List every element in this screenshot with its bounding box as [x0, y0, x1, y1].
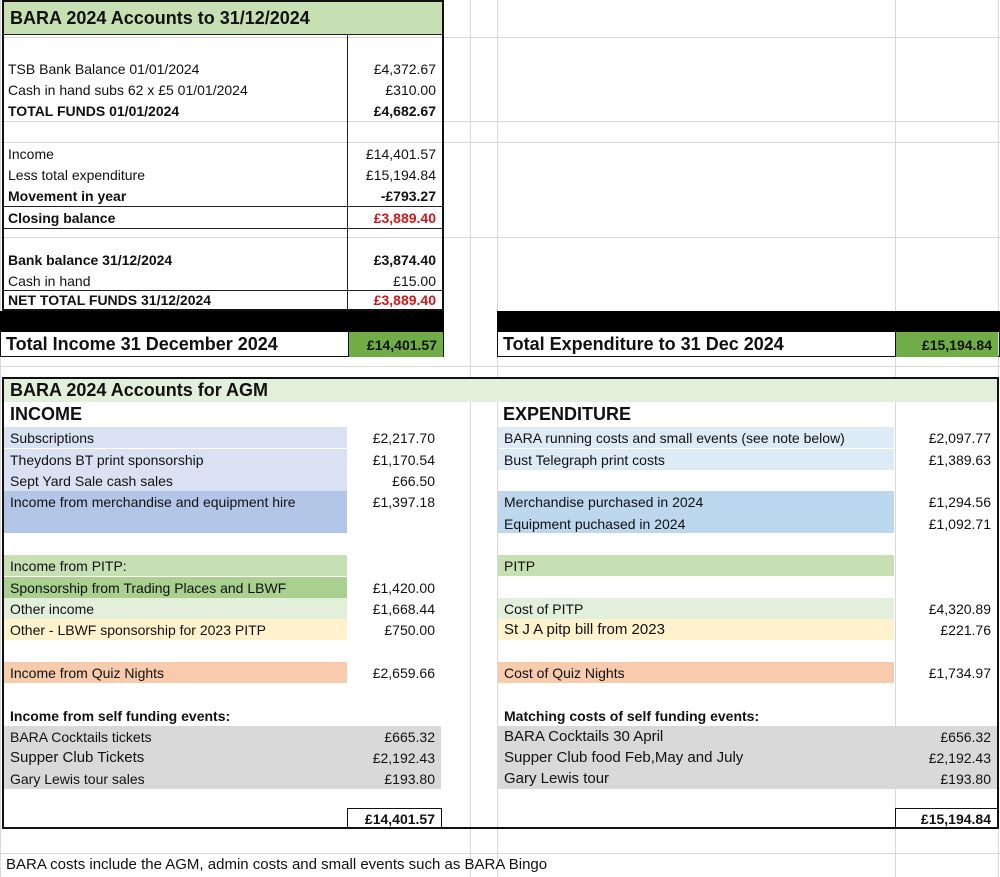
income-cocktails-label: BARA Cocktails tickets — [10, 728, 152, 745]
exp-agm-total: £15,194.84 — [920, 810, 991, 827]
income-gary-value: £193.80 — [384, 770, 435, 787]
footnote: BARA costs include the AGM, admin costs and small events such as BARA Bingo — [6, 855, 548, 873]
income-merchandise-value: £1,397.18 — [372, 493, 435, 510]
black-band-right — [497, 311, 1000, 332]
income-theydons-value: £1,170.54 — [372, 451, 435, 468]
total-income-label: Total Income 31 December 2024 — [6, 334, 278, 354]
exp-gary-label: Gary Lewis tour — [504, 770, 610, 787]
net-total-funds-value: £3,889.40 — [373, 292, 436, 308]
income-supper-label: Supper Club Tickets — [10, 749, 145, 766]
income-supper-value: £2,192.43 — [372, 749, 435, 766]
income-cocktails-value: £665.32 — [384, 728, 435, 745]
income-subscriptions-label: Subscriptions — [4, 427, 347, 448]
movement-label: Movement in year — [8, 187, 127, 204]
exp-cocktails-value: £656.32 — [940, 728, 991, 745]
tsb-balance-label: TSB Bank Balance 01/01/2024 — [8, 60, 200, 77]
total-funds-label: TOTAL FUNDS 01/01/2024 — [8, 102, 180, 119]
income-theydons-label: Theydons BT print sponsorship — [4, 449, 347, 470]
exp-equipment-value: £1,092.71 — [928, 515, 991, 532]
exp-quiz-value: £1,734.97 — [928, 664, 991, 681]
income-quiz-label: Income from Quiz Nights — [4, 662, 347, 683]
exp-running-costs-label: BARA running costs and small events (see note below) — [498, 427, 894, 448]
closing-balance-label: Closing balance — [8, 209, 116, 226]
exp-supper-value: £2,192.43 — [928, 749, 991, 766]
exp-bust-telegraph-label: Bust Telegraph print costs — [498, 449, 894, 470]
black-band-left — [0, 311, 444, 332]
agm-title: BARA 2024 Accounts for AGM — [4, 379, 997, 402]
cash-in-hand-label: Cash in hand subs 62 x £5 01/01/2024 — [8, 81, 248, 98]
income-self-funding-heading: Income from self funding events: — [10, 707, 231, 724]
exp-bust-telegraph-value: £1,389.63 — [928, 451, 991, 468]
income-yard-sale-value: £66.50 — [392, 472, 435, 489]
total-expenditure-value: £15,194.84 — [895, 332, 998, 357]
expenditure-heading: EXPENDITURE — [503, 403, 632, 424]
income-sponsorship-value: £1,420.00 — [372, 579, 435, 596]
income-pitp-label: Income from PITP: — [4, 555, 347, 576]
income-value: £14,401.57 — [365, 145, 436, 162]
income-quiz-value: £2,659.66 — [372, 664, 435, 681]
exp-merchandise-label: Merchandise purchased in 2024 — [504, 493, 704, 510]
closing-balance-value: £3,889.40 — [373, 209, 436, 226]
income-gary-label: Gary Lewis tour sales — [10, 770, 145, 787]
tsb-balance-value: £4,372.67 — [373, 60, 436, 77]
income-lbwf-value: £750.00 — [384, 621, 435, 638]
exp-quiz-label: Cost of Quiz Nights — [498, 662, 894, 683]
cash-in-hand-end-label: Cash in hand — [8, 272, 91, 289]
exp-cost-pitp-label: Cost of PITP — [498, 598, 894, 619]
cash-in-hand-value: £310.00 — [385, 81, 436, 98]
income-label: Income — [8, 145, 54, 162]
cash-in-hand-end-value: £15.00 — [393, 272, 436, 289]
exp-gary-value: £193.80 — [940, 770, 991, 787]
income-sponsorship-label: Sponsorship from Trading Places and LBWF — [4, 577, 347, 598]
income-subscriptions-value: £2,217.70 — [372, 429, 435, 446]
total-funds-value: £4,682.67 — [373, 102, 436, 119]
income-other-value: £1,668.44 — [372, 600, 435, 617]
exp-pitp-label: PITP — [498, 555, 894, 576]
income-agm-total: £14,401.57 — [364, 810, 435, 827]
exp-self-funding-heading: Matching costs of self funding events: — [504, 707, 760, 724]
expenditure-label: Less total expenditure — [8, 166, 145, 183]
movement-value: -£793.27 — [380, 187, 436, 204]
total-income-value: £14,401.57 — [348, 332, 443, 357]
expenditure-value: £15,194.84 — [365, 166, 436, 183]
total-expenditure-label: Total Expenditure to 31 Dec 2024 — [503, 334, 784, 354]
exp-stja-label: St J A pitp bill from 2023 — [498, 619, 894, 640]
summary-title: BARA 2024 Accounts to 31/12/2024 — [4, 2, 442, 35]
exp-running-costs-value: £2,097.77 — [928, 429, 991, 446]
income-other-label: Other income — [4, 598, 347, 619]
exp-supper-label: Supper Club food Feb,May and July — [504, 749, 744, 766]
bank-balance-value: £3,874.40 — [373, 251, 436, 268]
bank-balance-label: Bank balance 31/12/2024 — [8, 251, 173, 268]
exp-cost-pitp-value: £4,320.89 — [928, 600, 991, 617]
income-lbwf-label: Other - LBWF sponsorship for 2023 PITP — [4, 619, 347, 640]
income-yard-sale-label: Sept Yard Sale cash sales — [4, 470, 347, 491]
income-heading: INCOME — [10, 403, 82, 424]
exp-equipment-label: Equipment puchased in 2024 — [504, 515, 686, 532]
exp-cocktails-label: BARA Cocktails 30 April — [504, 728, 664, 745]
exp-stja-value: £221.76 — [940, 621, 991, 638]
exp-merchandise-value: £1,294.56 — [928, 493, 991, 510]
net-total-funds-label: NET TOTAL FUNDS 31/12/2024 — [8, 292, 212, 308]
income-merchandise-label: Income from merchandise and equipment hire — [10, 493, 296, 510]
